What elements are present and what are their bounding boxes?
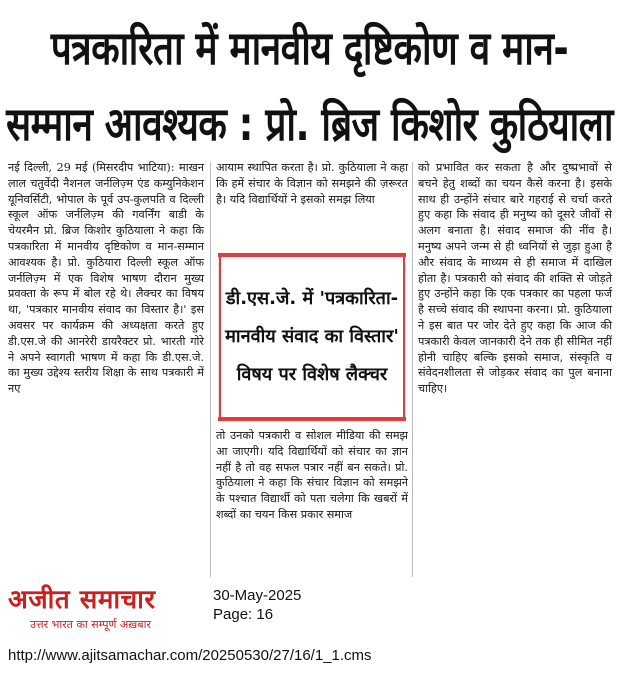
article-column-2-top: आयाम स्थापित करता है। प्रो. कुठियाला ने कहा कि हमें संचार के विज्ञान को समझने की ज़रूरत है। यदि विद्यार्थियों ने इसको समझ लिया [216, 161, 408, 206]
newspaper-logo: अजीत समाचार [8, 585, 156, 615]
page-number: Page: 16 [213, 606, 274, 623]
callout-line-2: मानवीय संवाद का विस्तार' [225, 326, 399, 347]
article-column-1: नई दिल्ली, 29 मई (मिसरदीप भाटिया): माखन लाल चतुर्वेदी नैशनल जर्नलिज़्म एंड कम्युनिकेशन यूनिवर्सिटी, भोपाल के पूर्व उप-कुलपति व दिल्ली स्कूल ऑफ जर्नलिज़्म की गवर्निंग बाडी के चेयरमैन प्रो. ब्रिज किशोर कुठियाला ने कहा कि पत्रकारिता में मानवीय दृष्टिकोण व मान-सम्मान आवश्यक है। प्रो. कुठियारा दिल्ली स्कूल ऑफ जर्नलिज़्म में एक विशेष भाषण दौरान मुख्य प्रवक्ता के रूप में बोल रहे थे। लैक्चर का विषय था, 'पत्रकार मानवीय संवाद का विस्तार है।' इस अवसर पर कार्यक्रम की अध्यक्षता करते हुए डी.एस.जे की आनरेरी डायरैक्टर प्रो. भारती गोरे ने अपने स्वागती भाषण में कहा कि डी.एस.जे. का मुख्य उद्देश्य स्तरीय शिक्षा के साथ पत्रकारी में नए [8, 161, 204, 396]
callout-box [218, 253, 406, 421]
column-divider [412, 162, 413, 577]
source-url[interactable]: http://www.ajitsamachar.com/20250530/27/16/1_1.cms [8, 647, 372, 664]
callout-line-3: विषय पर विशेष लैक्चर [236, 364, 388, 385]
article-column-3: को प्रभावित कर सकता है और दुष्प्रभावों से बचने हेतु शब्दों का चयन कैसे करना है। इसके साथ ही उन्होंने संचार बारे गहराई से चर्चा करते हुए कहा कि संवाद ही मनुष्य को दूसरे जीवों से अलग बनाता है। संवाद समाज की नींव है। मनुष्य अपने जन्म से ही ध्वनियों से जुड़ा हुआ है और संवाद के माध्यम से ही समाज में दाखिल होता है। पत्रकारी को संवाद की शक्ति से जोड़ते हुए उन्होंने कहा कि एक पत्रकार का पहला फर्ज है सच्चे संवाद की स्थापना करना। प्रो. कुठियाला ने इस बात पर जोर देते हुए कहा कि आज की पत्रकारी केवल जानकारी देने तक ही सीमित नहीं होनी चाहिए बल्कि इसको समाज, संस्कृति व संवेदनशीलता से जोड़कर संवाद का पुल बनाना चाहिए। [418, 161, 612, 396]
newspaper-tagline: उत्तर भारत का सम्पूर्ण अख़बार [30, 618, 151, 631]
publication-date: 30-May-2025 [213, 587, 302, 604]
article-column-2-bottom: तो उनको पत्रकारी व सोशल मीडिया की समझ आ जाएगी। यदि विद्यार्थियों को संचार का ज्ञान नहीं है तो वह सफल पत्रार नहीं बन सकते। प्रो. कुठियाला ने कहा कि संचार विज्ञान को समझने के पश्चात विद्यार्थी को पता चलेगा कि खबरों में शब्दों का चयन किस प्रकार समाज [216, 429, 408, 521]
callout-stripe-top [218, 253, 406, 257]
column-divider [210, 162, 211, 577]
callout-text [219, 254, 405, 420]
headline-line-2: सम्मान आवश्यक : प्रो. ब्रिज किशोर कुठियाला [6, 97, 613, 152]
callout-stripe-bottom [218, 417, 406, 421]
headline-line-1: पत्रकारिता में मानवीय दृष्टिकोण व मान- [50, 21, 569, 76]
callout-line-1: डी.एस.जे. में 'पत्रकारिता- [225, 288, 399, 309]
